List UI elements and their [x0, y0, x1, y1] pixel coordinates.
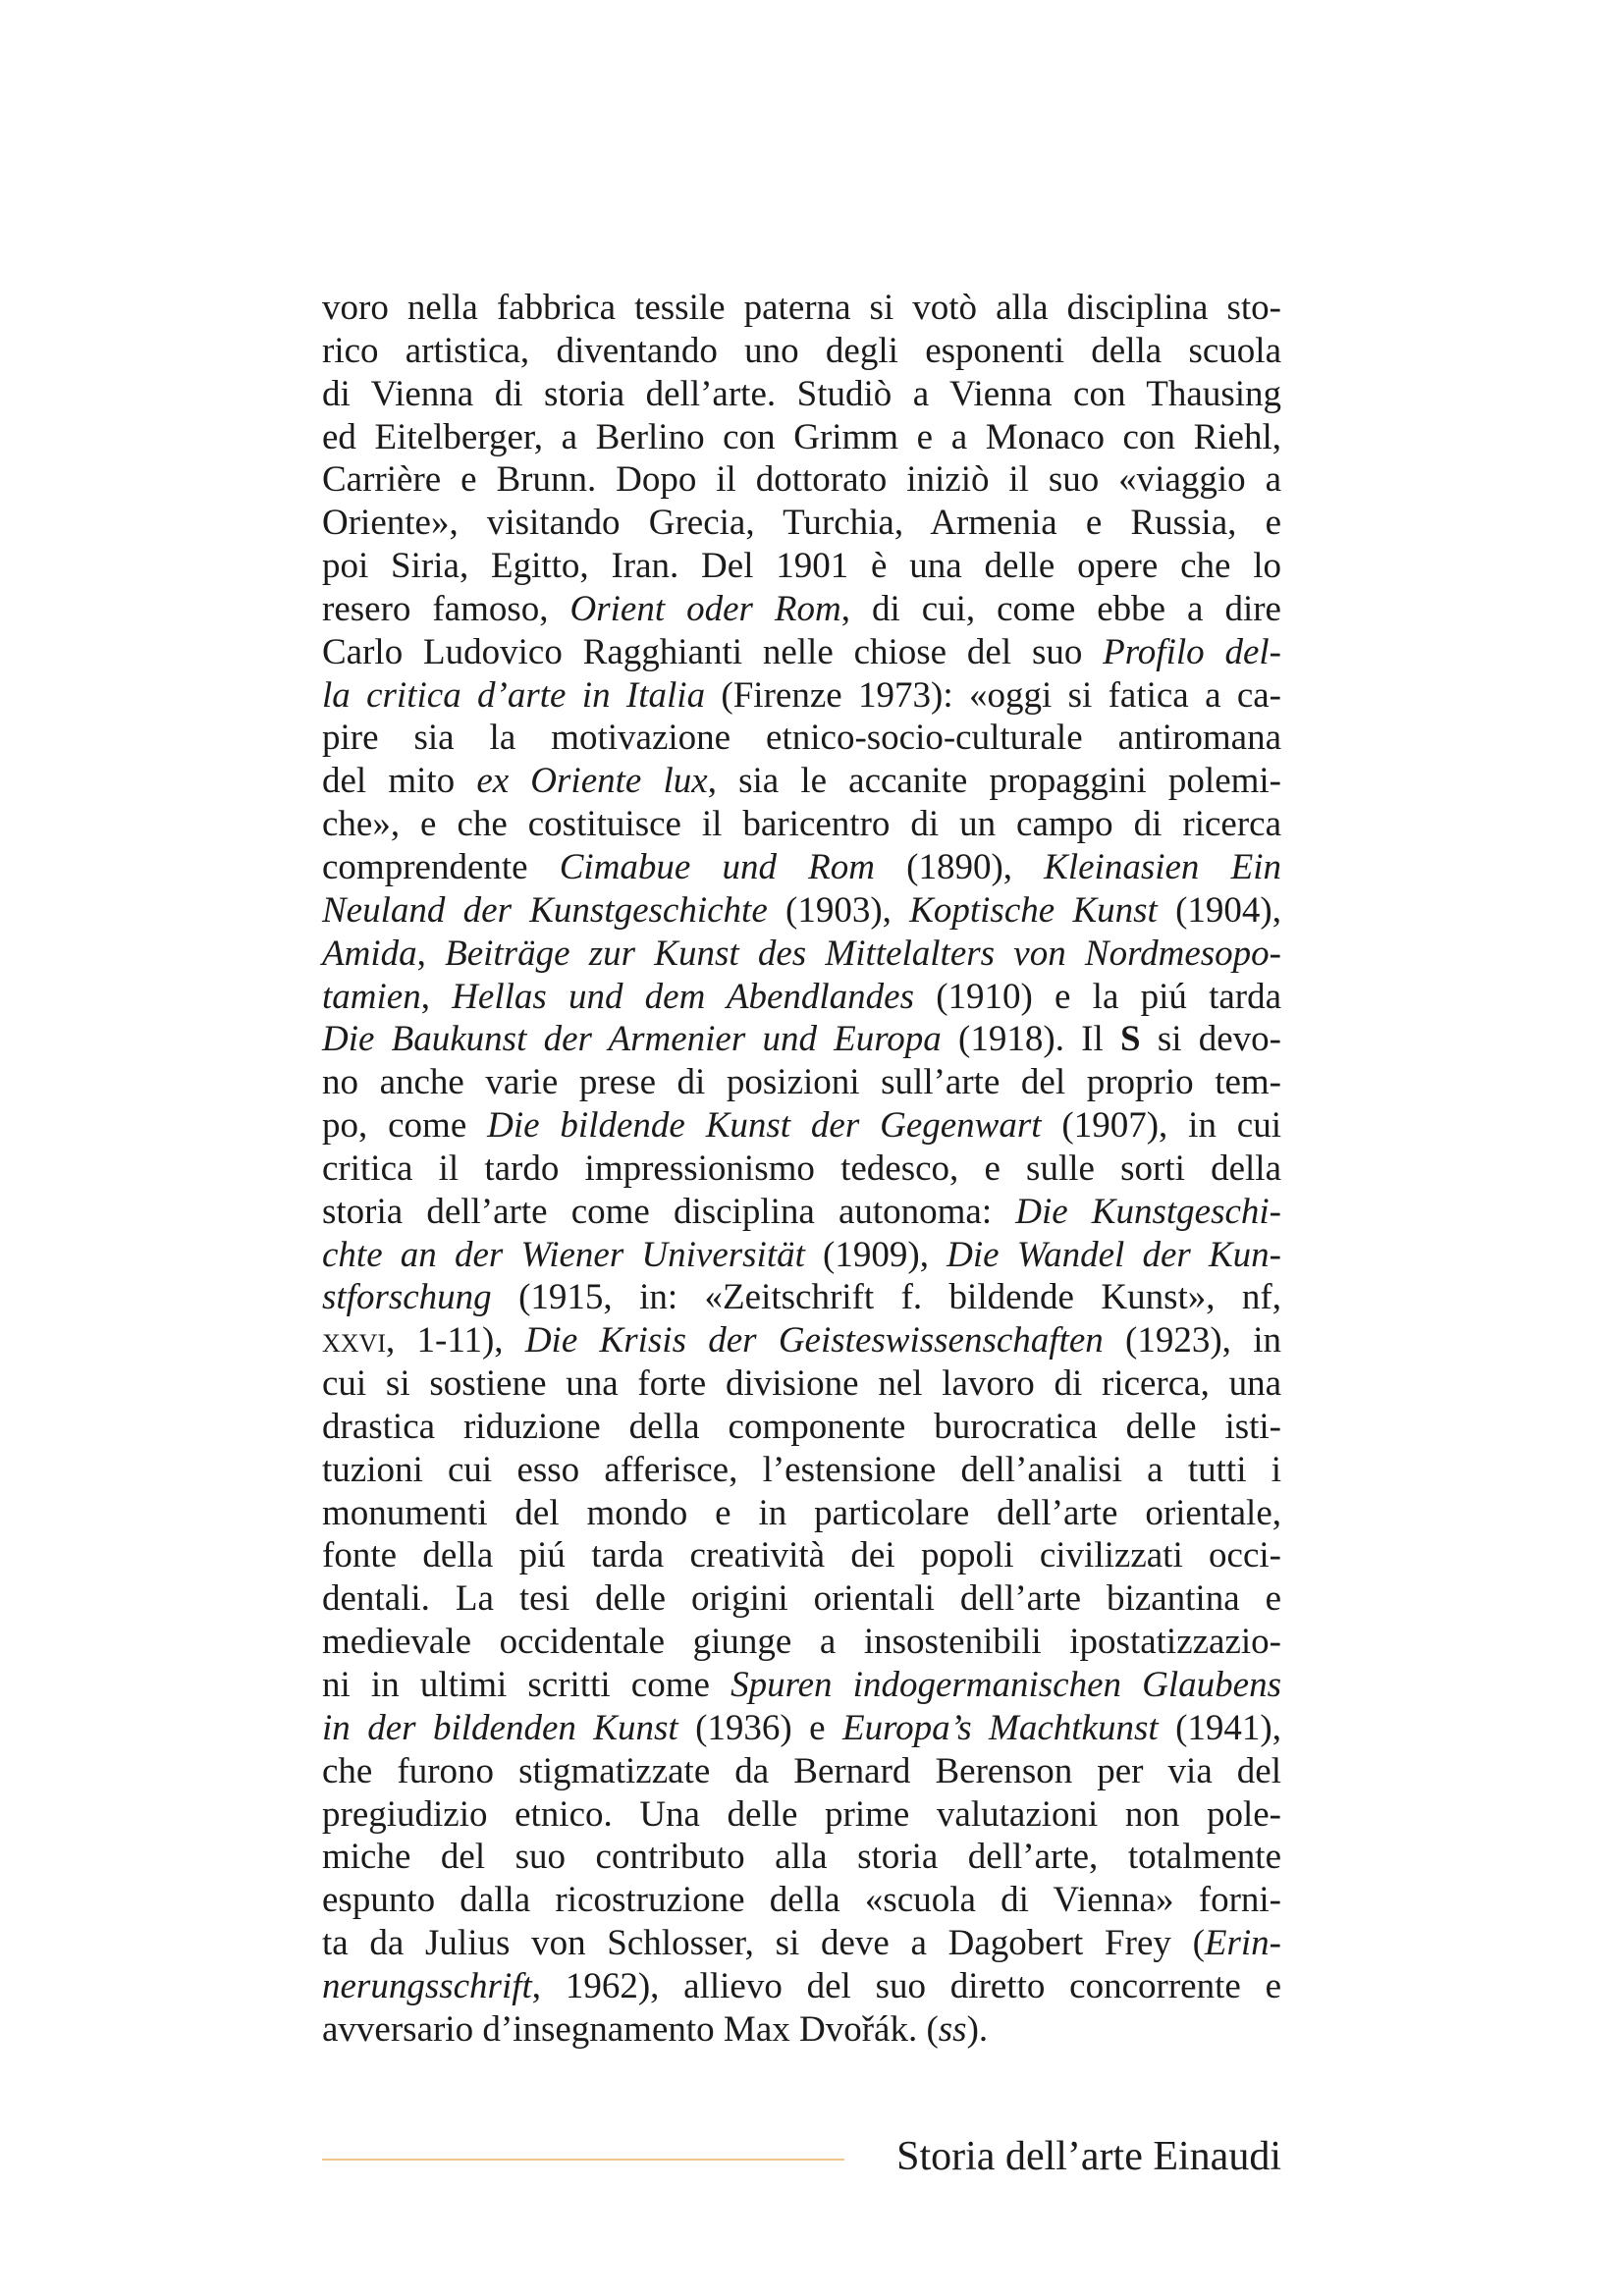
small-caps-numeral: xxvi [322, 1320, 386, 1362]
text-line [322, 545, 1281, 588]
text-segment: poi Siria, Egitto, Iran. Del 1901 è una delle opere che lo [322, 546, 1281, 587]
text-segment: miche del suo contributo alla storia dell’arte, totalmente [322, 1837, 1281, 1878]
text-segment: comprendente [322, 846, 560, 887]
text-line [322, 1191, 1281, 1234]
text-segment: ed Eitelberger, a Berlino con Grimm e a Monaco con Riehl, [322, 416, 1281, 457]
text-line [322, 1534, 1281, 1577]
italic-title: Koptische Kunst [909, 889, 1158, 931]
text-line [322, 976, 1281, 1019]
text-line [322, 1879, 1281, 1922]
text-line [322, 1018, 1281, 1061]
text-segment: ta da Julius von Schlosser, si deve a Dagobert Frey ( [322, 1923, 1205, 1964]
text-line [322, 1362, 1281, 1406]
text-line [322, 1965, 1281, 2008]
body-text [322, 287, 1281, 2052]
text-segment: (1907), in cui [1041, 1105, 1282, 1147]
text-line [322, 1664, 1281, 1707]
text-line [322, 1234, 1281, 1277]
text-segment: (1890), [874, 846, 1045, 887]
text-line [322, 373, 1281, 416]
text-segment: si devo- [1140, 1019, 1281, 1060]
text-line [322, 502, 1281, 545]
text-segment: rico artistica, diventando uno degli esponenti della scuola [322, 330, 1281, 371]
text-line [322, 889, 1281, 933]
text-line [322, 1449, 1281, 1492]
text-line [322, 1104, 1281, 1148]
text-line [322, 416, 1281, 459]
text-line [322, 933, 1281, 976]
italic-title: Die Wandel der Kun- [947, 1234, 1281, 1275]
text-segment: (1918). Il [941, 1019, 1121, 1060]
text-segment: medievale occidentale giunge a insostenibili ipostatizzazio- [322, 1622, 1281, 1663]
text-segment: resero famoso, [322, 588, 570, 629]
italic-title: Die Krisis der Geisteswissenschaften [524, 1320, 1104, 1362]
text-segment: dentali. La tesi delle origini orientali dell’arte bizantina e [322, 1578, 1281, 1620]
text-line [322, 674, 1281, 718]
text-segment: cui si sostiene una forte divisione nel lavoro di ricerca, una [322, 1363, 1281, 1405]
text-line [322, 760, 1281, 803]
text-line [322, 1492, 1281, 1535]
text-segment: po, come [322, 1105, 488, 1147]
text-line [322, 1836, 1281, 1879]
text-line [322, 287, 1281, 330]
text-line [322, 846, 1281, 889]
text-line [322, 1793, 1281, 1837]
text-line [322, 1577, 1281, 1621]
italic-title: stforschung [322, 1277, 492, 1318]
text-segment: drastica riduzione della componente burocratica delle isti- [322, 1406, 1281, 1447]
text-segment: (1910) e la piú tarda [914, 976, 1282, 1017]
italic-title: Erin- [1204, 1923, 1281, 1964]
text-segment: no anche varie prese di posizioni sull’arte del proprio tem- [322, 1062, 1281, 1103]
text-line [322, 1319, 1281, 1362]
text-line [322, 588, 1281, 631]
text-line [322, 803, 1281, 846]
text-line [322, 458, 1281, 502]
text-segment: , [416, 933, 446, 974]
text-segment: pire sia la motivazione etnico-socio-culturale antiromana [322, 718, 1281, 759]
text-segment: , 1-11), [386, 1320, 525, 1362]
text-line [322, 631, 1281, 674]
italic-title: Die Baukunst der Armenier und Europa [322, 1019, 942, 1060]
text-segment: che furono stigmatizzate da Bernard Berenson per via del [322, 1750, 1281, 1791]
italic-title: Kleinasien Ein [1044, 846, 1281, 887]
italic-title: nerungsschrift [322, 1965, 532, 2006]
bold-abbreviation: S [1120, 1019, 1141, 1060]
text-segment: ). [966, 2008, 989, 2050]
text-segment: , di cui, come ebbe a dire [840, 588, 1281, 629]
text-segment: (Firenze 1973): «oggi si fatica a ca- [705, 674, 1281, 716]
italic-title: Amida [322, 933, 417, 974]
text-segment: che», e che costituisce il baricentro di un campo di ricerca [322, 804, 1281, 845]
text-segment: fonte della piú tarda creatività dei popoli civilizzati occi- [322, 1535, 1281, 1576]
footer-rule [322, 2159, 844, 2161]
text-segment: (1915, in: «Zeitschrift f. bildende Kunst», nf, [491, 1277, 1281, 1318]
text-segment: avversario d’insegnamento Max Dvořák. ( [322, 2008, 939, 2050]
text-segment: , [420, 976, 453, 1017]
text-segment: (1904), [1157, 889, 1281, 931]
italic-title: Europa’s Machtkunst [842, 1707, 1159, 1748]
text-segment: Carlo Ludovico Ragghianti nelle chiose del suo [322, 631, 1104, 672]
text-line [322, 1406, 1281, 1449]
italic-title: Orient oder Rom [569, 588, 841, 629]
italic-title: la critica d’arte in Italia [322, 674, 706, 716]
text-line [322, 2008, 1281, 2052]
text-segment: (1909), [804, 1234, 947, 1275]
italic-title: Die Kunstgeschi- [1015, 1191, 1281, 1232]
text-segment: Oriente», visitando Grecia, Turchia, Armenia e Russia, e [322, 503, 1281, 544]
text-segment: del mito [322, 761, 477, 802]
text-line [322, 1922, 1281, 1965]
text-line [322, 1750, 1281, 1793]
text-segment: (1941), [1158, 1707, 1281, 1748]
text-segment: tuzioni cui esso afferisce, l’estensione dell’analisi a tutti i [322, 1449, 1281, 1490]
text-line [322, 1148, 1281, 1191]
text-segment: , sia le accanite propaggini polemi- [707, 761, 1281, 802]
italic-title: Profilo del- [1103, 631, 1281, 672]
italic-title: ss [938, 2008, 967, 2050]
text-segment: di Vienna di storia dell’arte. Studiò a Vienna con Thausing [322, 373, 1281, 414]
text-segment: espunto dalla ricostruzione della «scuola di Vienna» forni- [322, 1880, 1281, 1921]
italic-title: Spuren indogermanischen Glaubens [730, 1665, 1281, 1705]
text-line [322, 1621, 1281, 1664]
text-line [322, 1061, 1281, 1104]
text-segment: voro nella fabbrica tessile paterna si votò alla disciplina sto- [322, 288, 1281, 328]
text-segment: monumenti del mondo e in particolare dell’arte orientale, [322, 1492, 1281, 1533]
text-segment: (1936) e [677, 1707, 843, 1748]
text-segment: critica il tardo impressionismo tedesco, e sulle sorti della [322, 1148, 1281, 1189]
italic-title: chte an der Wiener Universität [322, 1234, 805, 1275]
italic-title: Beiträge zur Kunst des Mittelalters von Nordmesopo- [445, 933, 1281, 974]
text-line [322, 330, 1281, 373]
text-segment: Carrière e Brunn. Dopo il dottorato iniziò il suo «viaggio a [322, 459, 1281, 501]
italic-title: Neuland der Kunstgeschichte [322, 889, 768, 931]
italic-title: Cimabue und Rom [559, 846, 875, 887]
text-segment: storia dell’arte come disciplina autonoma: [322, 1191, 1016, 1232]
text-segment: ni in ultimi scritti come [322, 1665, 731, 1705]
italic-title: Die bildende Kunst der Gegenwart [487, 1105, 1042, 1147]
footer-title: Storia dell’arte Einaudi [896, 2134, 1281, 2179]
italic-title: tamien [322, 976, 421, 1017]
text-segment: (1923), in [1103, 1320, 1281, 1362]
text-line [322, 717, 1281, 760]
text-segment: , 1962), allievo del suo diretto concorrente e [531, 1965, 1281, 2006]
text-line [322, 1707, 1281, 1750]
italic-title: in der bildenden Kunst [322, 1707, 678, 1748]
text-line [322, 1276, 1281, 1319]
text-segment: pregiudizio etnico. Una delle prime valutazioni non pole- [322, 1793, 1281, 1835]
italic-title: ex Oriente lux [476, 761, 708, 802]
text-segment: (1903), [767, 889, 910, 931]
italic-title: Hellas und dem Abendlandes [452, 976, 914, 1017]
